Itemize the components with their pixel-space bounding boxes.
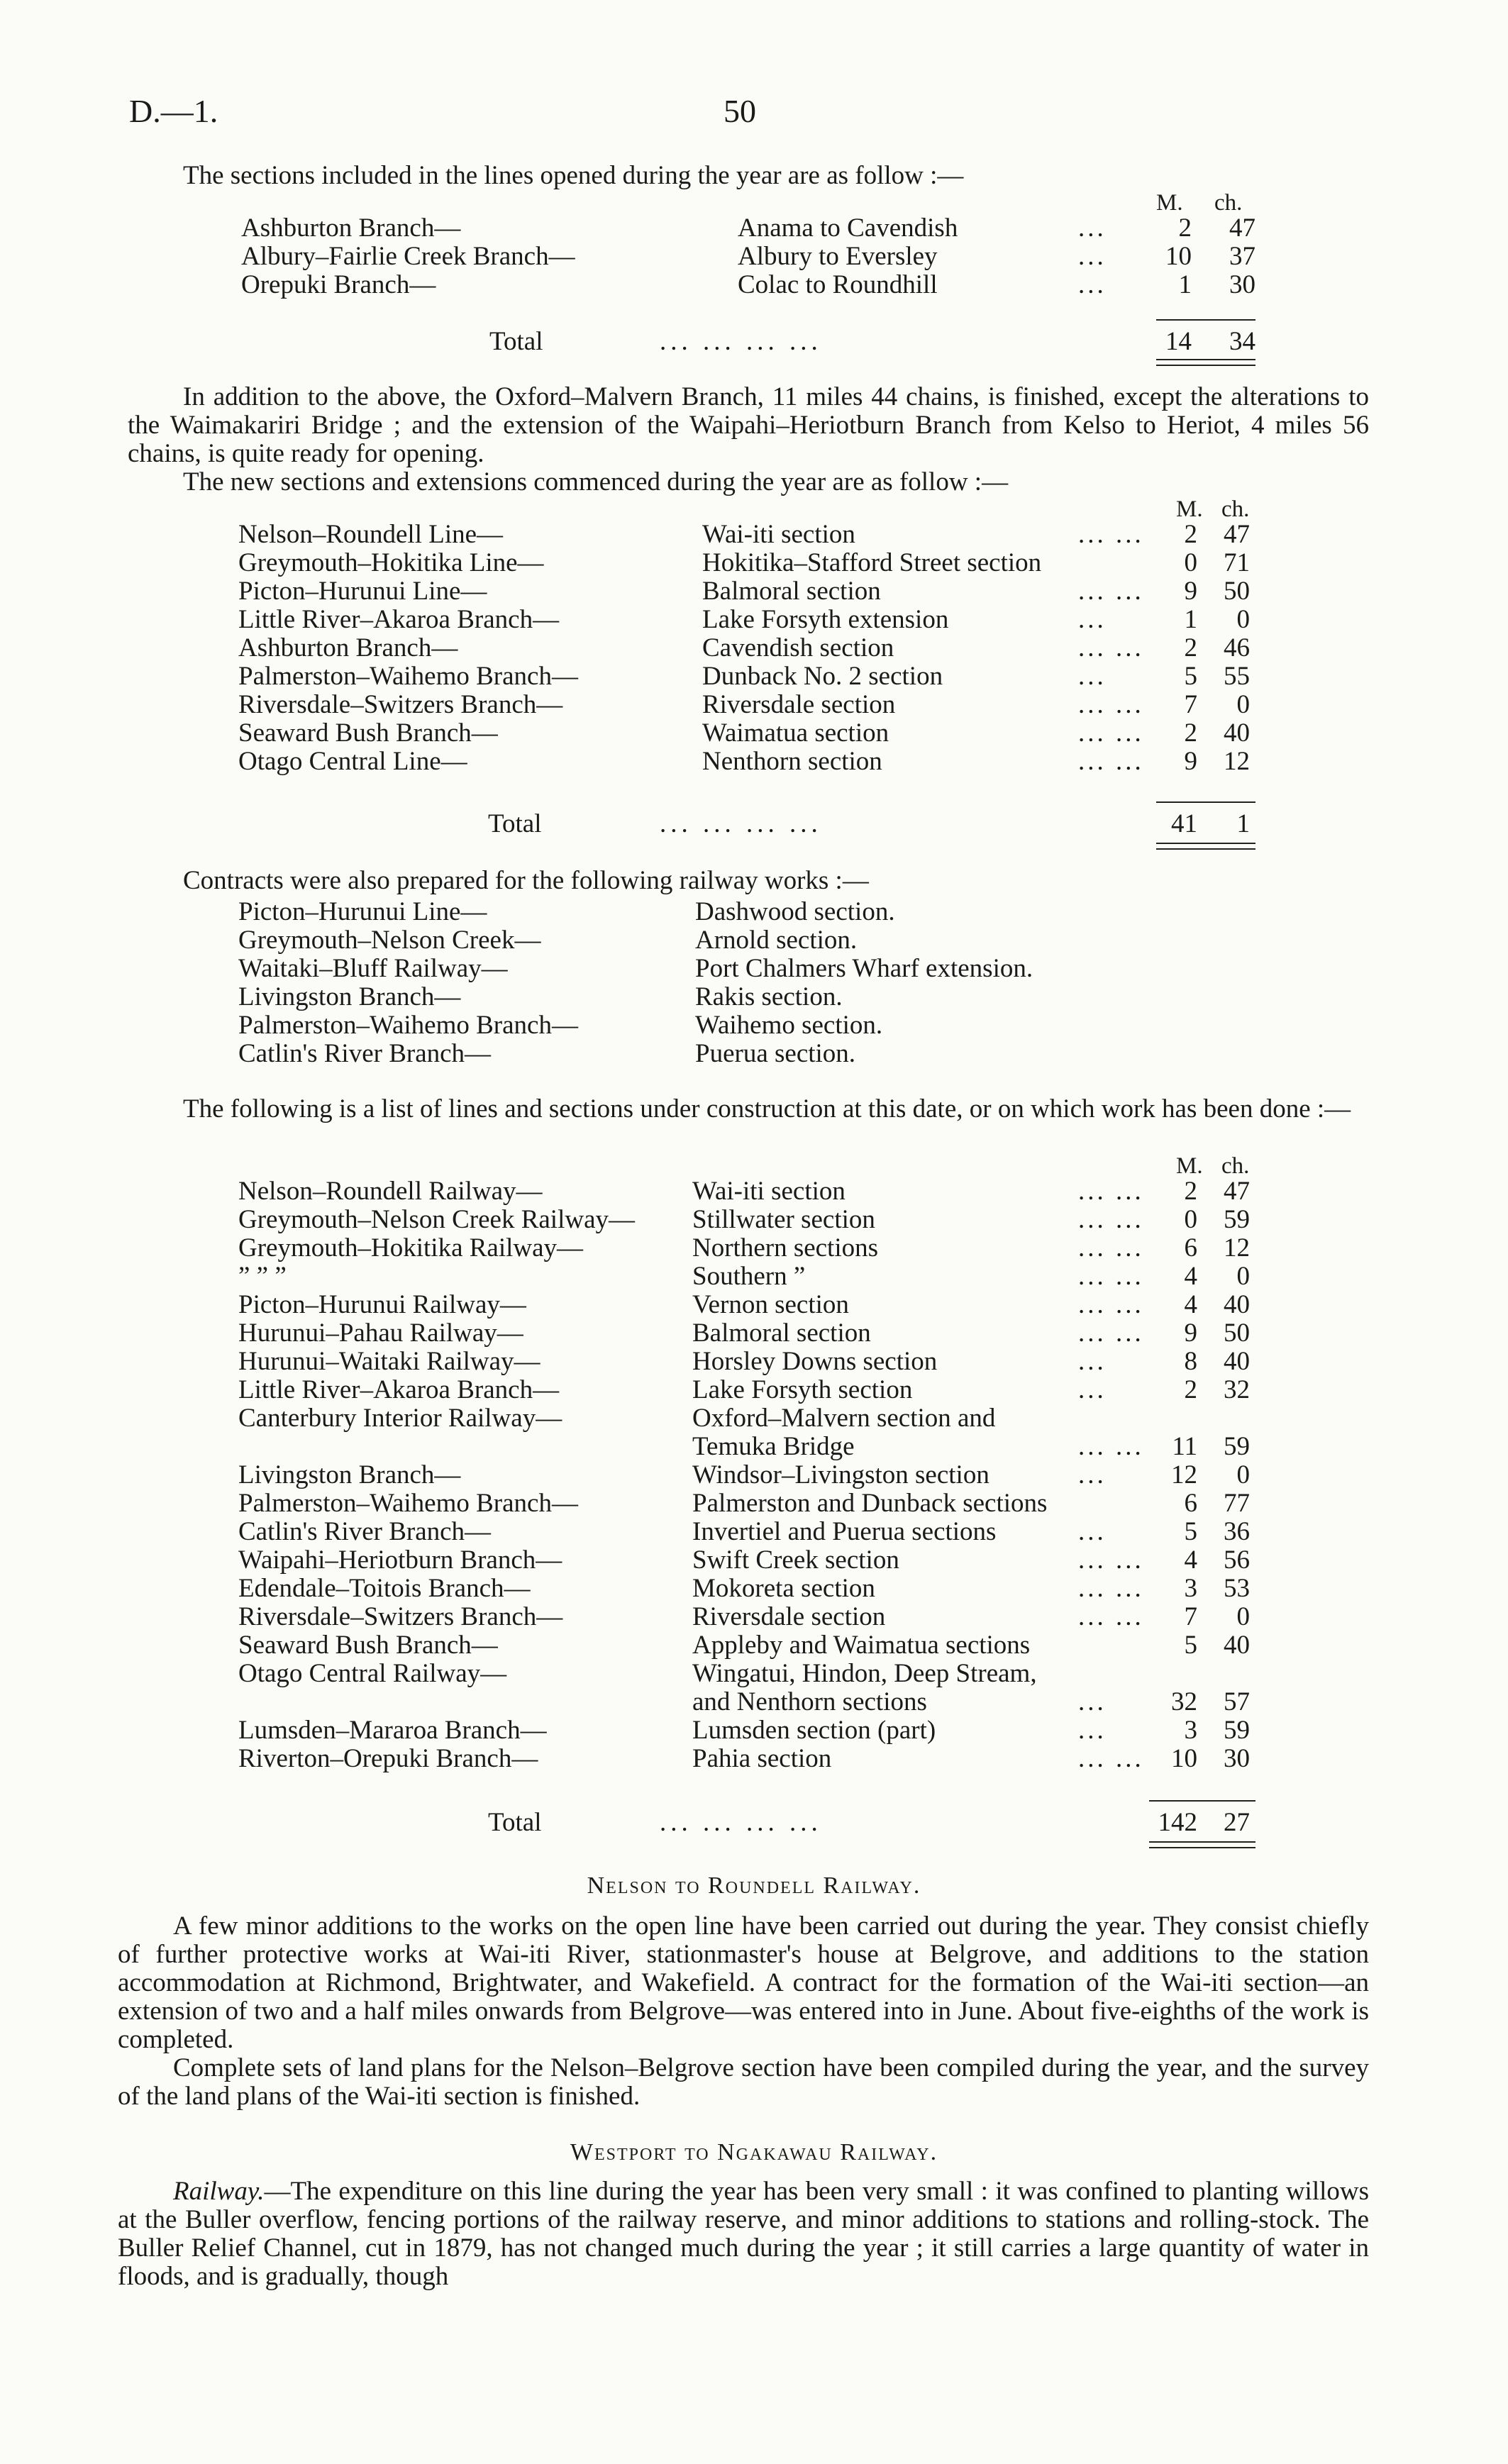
- opened-total-chains: 34: [1229, 327, 1255, 356]
- leader-dots: ... ...: [1078, 1177, 1144, 1206]
- intro-construction: The following is a list of lines and sections under construction at this date, or on which work has been done :—: [183, 1094, 1351, 1123]
- miles-value: 4: [1184, 1290, 1197, 1319]
- chains-value: 37: [1229, 242, 1255, 271]
- miles-value: 1: [1184, 605, 1197, 634]
- table-row: [0, 604, 1508, 633]
- chains-value: 77: [1224, 1489, 1250, 1518]
- commenced-total-double-rule: [1156, 843, 1255, 850]
- table-row: [0, 1204, 1508, 1233]
- miles-value: 7: [1184, 1602, 1197, 1631]
- miles-value: 2: [1184, 1375, 1197, 1404]
- leader-dots: ... ...: [1078, 747, 1144, 776]
- line-name: Orepuki Branch—: [241, 270, 436, 299]
- chains-value: 0: [1236, 1460, 1250, 1489]
- miles-value: 0: [1184, 1205, 1197, 1234]
- line-name: Catlin's River Branch—: [238, 1039, 492, 1068]
- leader-dots: ... ...: [1078, 577, 1144, 606]
- section-name: Hokitika–Stafford Street section: [702, 548, 1042, 577]
- table-row: [0, 1346, 1508, 1375]
- line-name: Little River–Akaroa Branch—: [238, 605, 560, 634]
- railway-subheading: Railway.: [173, 2177, 265, 2206]
- miles-value: 1: [1178, 270, 1192, 299]
- line-name: Livingston Branch—: [238, 982, 461, 1011]
- table-row: [0, 576, 1508, 604]
- construction-total-rule: [1149, 1800, 1255, 1802]
- leader-dots: ... ...: [1078, 1574, 1144, 1603]
- unit-chains: ch.: [1214, 190, 1243, 216]
- section-name: Windsor–Livingston section: [692, 1460, 989, 1489]
- chains-value: 56: [1224, 1545, 1250, 1575]
- miles-value: 10: [1171, 1744, 1197, 1773]
- chains-value: 59: [1224, 1205, 1250, 1234]
- table-row: [0, 1038, 1508, 1067]
- leader-dots: ... ...: [1078, 1545, 1144, 1575]
- miles-value: 4: [1184, 1545, 1197, 1575]
- work-name: Puerua section.: [695, 1039, 856, 1068]
- table-row: [0, 982, 1508, 1010]
- section-name: Albury to Eversley: [738, 242, 938, 271]
- section-name: Palmerston and Dunback sections: [692, 1489, 1048, 1518]
- work-name: Dashwood section.: [695, 897, 895, 926]
- chains-value: 40: [1224, 1631, 1250, 1660]
- chains-value: 47: [1229, 213, 1255, 243]
- section-name: Mokoreta section: [692, 1574, 875, 1603]
- table-row: [0, 925, 1508, 953]
- table-row: [0, 1516, 1508, 1545]
- opened-total-rule: [1156, 319, 1255, 321]
- chains-value: 55: [1224, 662, 1250, 691]
- leader-dots: ... ...: [1078, 1262, 1144, 1291]
- table-row: [0, 1658, 1508, 1687]
- work-name: Waihemo section.: [695, 1011, 883, 1040]
- line-name: Ashburton Branch—: [238, 633, 458, 662]
- chains-value: 0: [1236, 1602, 1250, 1631]
- unit-chains-3: ch.: [1221, 1153, 1250, 1179]
- commenced-total-rule: [1156, 801, 1255, 803]
- table-row: [0, 1743, 1508, 1772]
- line-name: Little River–Akaroa Branch—: [238, 1375, 560, 1404]
- chains-value: 30: [1224, 1744, 1250, 1773]
- leader-dots: ...: [1078, 213, 1107, 243]
- line-name: Hurunui–Waitaki Railway—: [238, 1347, 540, 1376]
- line-name: Lumsden–Mararoa Branch—: [238, 1716, 547, 1745]
- miles-value: 4: [1184, 1262, 1197, 1291]
- line-name: Canterbury Interior Railway—: [238, 1404, 562, 1433]
- miles-value: 8: [1184, 1347, 1197, 1376]
- miles-value: 6: [1184, 1233, 1197, 1262]
- section-name: Oxford–Malvern section and: [692, 1404, 996, 1433]
- leader-dots: ...: [1078, 270, 1107, 299]
- table-row: [0, 1687, 1508, 1715]
- leader-dots: ... ...: [1078, 1432, 1144, 1461]
- table-row: [0, 1431, 1508, 1460]
- line-name: Palmerston–Waihemo Branch—: [238, 1011, 578, 1040]
- table-row: [0, 1233, 1508, 1261]
- leader-dots: ...: [1078, 605, 1107, 634]
- work-name: Arnold section.: [695, 926, 858, 955]
- section-name: Invertiel and Puerua sections: [692, 1517, 997, 1546]
- unit-miles-3: M.: [1176, 1153, 1203, 1179]
- section-name: Horsley Downs section: [692, 1347, 938, 1376]
- work-name: Port Chalmers Wharf extension.: [695, 954, 1033, 983]
- construction-total-row: [0, 1807, 1508, 1836]
- construction-total-chains: 27: [1224, 1808, 1250, 1837]
- table-row: [0, 270, 1508, 298]
- line-name: Otago Central Railway—: [238, 1659, 507, 1688]
- westport-text: —The expenditure on this line during the year has been very small : it was confined to planting willows at the Buller overflow, fencing portions of the railway reserve, and minor additions to stations and rolling-stock. The Buller Relief Channel, cut in 1879, has not changed much during the year ; it still carries a large quantity of water in floods, and is gradually, though: [118, 2177, 1369, 2291]
- paragraph-nelson-1: A few minor additions to the works on the open line have been carried out during the year. They consist chiefly of further protective works at Wai-iti River, stationmaster's house at Belgrove, and additions to the station accommodation at Richmond, Brightwater, and Wakefield. A contract for the formation of the Wai-iti section—an extension of two and a half miles onwards from Belgrove—was entered into in June. About five-eighths of the work is completed.: [118, 1911, 1369, 2054]
- table-row: [0, 1715, 1508, 1743]
- work-name: Rakis section.: [695, 982, 843, 1011]
- section-name: Wingatui, Hindon, Deep Stream,: [692, 1659, 1037, 1688]
- miles-value: 3: [1184, 1716, 1197, 1745]
- miles-value: 10: [1165, 242, 1192, 271]
- miles-value: 5: [1184, 1517, 1197, 1546]
- opened-total-row: [0, 326, 1508, 355]
- table-row: [0, 1375, 1508, 1403]
- table-row: [0, 718, 1508, 746]
- table-row: [0, 689, 1508, 718]
- leader-dots: ...: [1078, 242, 1107, 271]
- leader-dots: ... ...: [1078, 1205, 1144, 1234]
- line-name: Hurunui–Pahau Railway—: [238, 1319, 523, 1348]
- line-name: Greymouth–Nelson Creek Railway—: [238, 1205, 635, 1234]
- intro-opened: The sections included in the lines opened during the year are as follow :—: [183, 161, 964, 190]
- chains-value: 59: [1224, 1432, 1250, 1461]
- paragraph-addition: In addition to the above, the Oxford–Malvern Branch, 11 miles 44 chains, is finished, except the alterations to the Waimakariri Bridge ; and the extension of the Waipahi–Heriotburn Branch from Kelso to Heriot, 4 miles 56 chains, is quite ready for opening.: [128, 382, 1369, 468]
- table-row: [0, 746, 1508, 775]
- section-name: Lake Forsyth section: [692, 1375, 913, 1404]
- section-name: Balmoral section: [692, 1319, 871, 1348]
- chains-value: 50: [1224, 1319, 1250, 1348]
- table-row: [0, 1545, 1508, 1573]
- miles-value: 32: [1171, 1687, 1197, 1716]
- chains-value: 47: [1224, 1177, 1250, 1206]
- opened-total-dots: ... ... ... ...: [660, 327, 822, 356]
- table-row: [0, 213, 1508, 241]
- line-name: Albury–Fairlie Creek Branch—: [241, 242, 575, 271]
- miles-value: 2: [1184, 718, 1197, 748]
- leader-dots: ... ...: [1078, 690, 1144, 719]
- paragraph-westport-1: [118, 2177, 1369, 2291]
- section-name: and Nenthorn sections: [692, 1687, 927, 1716]
- chains-value: 0: [1236, 1262, 1250, 1291]
- leader-dots: ...: [1078, 1460, 1107, 1489]
- table-row: [0, 1261, 1508, 1289]
- miles-value: 2: [1178, 213, 1192, 243]
- heading-westport-ngakawau: Westport to Ngakawau Railway.: [570, 2139, 938, 2165]
- commenced-total-row: [0, 809, 1508, 837]
- chains-value: 12: [1224, 1233, 1250, 1262]
- section-name: Stillwater section: [692, 1205, 875, 1234]
- commenced-total-label: Total: [488, 809, 542, 838]
- leader-dots: ... ...: [1078, 1290, 1144, 1319]
- miles-value: 0: [1184, 548, 1197, 577]
- miles-value: 9: [1184, 577, 1197, 606]
- leader-dots: ... ...: [1078, 718, 1144, 748]
- chains-value: 53: [1224, 1574, 1250, 1603]
- section-name: Wai-iti section: [692, 1177, 846, 1206]
- miles-value: 12: [1171, 1460, 1197, 1489]
- leader-dots: ...: [1078, 662, 1107, 691]
- construction-total-double-rule: [1149, 1841, 1255, 1848]
- section-name: Balmoral section: [702, 577, 881, 606]
- leader-dots: ...: [1078, 1375, 1107, 1404]
- leader-dots: ...: [1078, 1687, 1107, 1716]
- opened-total-miles: 14: [1165, 327, 1192, 356]
- table-row: [0, 1460, 1508, 1488]
- construction-total-label: Total: [488, 1808, 542, 1837]
- miles-value: 5: [1184, 1631, 1197, 1660]
- leader-dots: ... ...: [1078, 1233, 1144, 1262]
- leader-dots: ...: [1078, 1716, 1107, 1745]
- document-reference: D.—1.: [129, 93, 218, 129]
- section-name: Temuka Bridge: [692, 1432, 855, 1461]
- line-name: Seaward Bush Branch—: [238, 718, 498, 748]
- section-name: Vernon section: [692, 1290, 849, 1319]
- line-name: Catlin's River Branch—: [238, 1517, 492, 1546]
- line-name: Nelson–Roundell Line—: [238, 520, 504, 549]
- miles-value: 11: [1172, 1432, 1197, 1461]
- chains-value: 71: [1224, 548, 1250, 577]
- commenced-total-miles: 41: [1171, 809, 1197, 838]
- miles-value: 2: [1184, 1177, 1197, 1206]
- table-row: [0, 1602, 1508, 1630]
- miles-value: 5: [1184, 662, 1197, 691]
- construction-total-dots: ... ... ... ...: [660, 1808, 822, 1837]
- page-number: 50: [723, 93, 756, 129]
- line-name: Riverton–Orepuki Branch—: [238, 1744, 538, 1773]
- intro-commenced: The new sections and extensions commenced during the year are as follow :—: [183, 467, 1009, 496]
- intro-contracts: Contracts were also prepared for the following railway works :—: [183, 866, 869, 895]
- line-name: Livingston Branch—: [238, 1460, 461, 1489]
- chains-value: 50: [1224, 577, 1250, 606]
- table-row: [0, 1630, 1508, 1658]
- leader-dots: ...: [1078, 1517, 1107, 1546]
- section-name: Anama to Cavendish: [738, 213, 958, 243]
- line-name: Nelson–Roundell Railway—: [238, 1177, 543, 1206]
- miles-value: 3: [1184, 1574, 1197, 1603]
- line-name: ” ” ”: [238, 1262, 287, 1291]
- line-name: Greymouth–Hokitika Railway—: [238, 1233, 584, 1262]
- section-name: Southern ”: [692, 1262, 806, 1291]
- table-row: [0, 1488, 1508, 1516]
- chains-value: 0: [1236, 605, 1250, 634]
- opened-total-label: Total: [489, 327, 543, 356]
- commenced-total-dots: ... ... ... ...: [660, 809, 822, 838]
- section-name: Colac to Roundhill: [738, 270, 938, 299]
- section-name: Swift Creek section: [692, 1545, 899, 1575]
- miles-value: 9: [1184, 1319, 1197, 1348]
- chains-value: 46: [1224, 633, 1250, 662]
- table-row: [0, 1010, 1508, 1038]
- section-name: Cavendish section: [702, 633, 894, 662]
- unit-chains-2: ch.: [1221, 496, 1250, 522]
- chains-value: 40: [1224, 718, 1250, 748]
- table-row: [0, 897, 1508, 925]
- line-name: Picton–Hurunui Line—: [238, 897, 487, 926]
- line-name: Ashburton Branch—: [241, 213, 461, 243]
- line-name: Otago Central Line—: [238, 747, 467, 776]
- table-row: [0, 661, 1508, 689]
- chains-value: 12: [1224, 747, 1250, 776]
- leader-dots: ... ...: [1078, 1602, 1144, 1631]
- section-name: Waimatua section: [702, 718, 889, 748]
- table-row: [0, 633, 1508, 661]
- chains-value: 57: [1224, 1687, 1250, 1716]
- leader-dots: ... ...: [1078, 520, 1144, 549]
- leader-dots: ... ...: [1078, 633, 1144, 662]
- opened-total-double-rule: [1156, 359, 1255, 366]
- line-name: Seaward Bush Branch—: [238, 1631, 498, 1660]
- section-name: Riversdale section: [692, 1602, 886, 1631]
- line-name: Greymouth–Nelson Creek—: [238, 926, 541, 955]
- line-name: Picton–Hurunui Railway—: [238, 1290, 526, 1319]
- chains-value: 40: [1224, 1290, 1250, 1319]
- miles-value: 2: [1184, 520, 1197, 549]
- line-name: Waitaki–Bluff Railway—: [238, 954, 508, 983]
- chains-value: 30: [1229, 270, 1255, 299]
- leader-dots: ... ...: [1078, 1744, 1144, 1773]
- section-name: Nenthorn section: [702, 747, 882, 776]
- section-name: Lake Forsyth extension: [702, 605, 949, 634]
- line-name: Edendale–Toitois Branch—: [238, 1574, 531, 1603]
- construction-total-miles: 142: [1158, 1808, 1197, 1837]
- chains-value: 0: [1236, 690, 1250, 719]
- chains-value: 47: [1224, 520, 1250, 549]
- section-name: Dunback No. 2 section: [702, 662, 943, 691]
- table-row: [0, 1573, 1508, 1602]
- table-row: [0, 953, 1508, 982]
- section-name: Lumsden section (part): [692, 1716, 936, 1745]
- line-name: Riversdale–Switzers Branch—: [238, 1602, 563, 1631]
- chains-value: 32: [1224, 1375, 1250, 1404]
- table-row: [0, 1403, 1508, 1431]
- line-name: Picton–Hurunui Line—: [238, 577, 487, 606]
- miles-value: 7: [1184, 690, 1197, 719]
- paragraph-nelson-2: Complete sets of land plans for the Nelson–Belgrove section have been compiled during the year, and the survey of the land plans of the Wai-iti section is finished.: [118, 2053, 1369, 2111]
- miles-value: 9: [1184, 747, 1197, 776]
- chains-value: 40: [1224, 1347, 1250, 1376]
- line-name: Riversdale–Switzers Branch—: [238, 690, 563, 719]
- leader-dots: ... ...: [1078, 1319, 1144, 1348]
- section-name: Northern sections: [692, 1233, 879, 1262]
- commenced-total-chains: 1: [1236, 809, 1250, 838]
- section-name: Riversdale section: [702, 690, 896, 719]
- table-row: [0, 1289, 1508, 1318]
- unit-miles-2: M.: [1176, 496, 1203, 522]
- line-name: Palmerston–Waihemo Branch—: [238, 1489, 578, 1518]
- line-name: Greymouth–Hokitika Line—: [238, 548, 544, 577]
- section-name: Wai-iti section: [702, 520, 855, 549]
- table-row: [0, 519, 1508, 548]
- section-name: Appleby and Waimatua sections: [692, 1631, 1031, 1660]
- line-name: Palmerston–Waihemo Branch—: [238, 662, 578, 691]
- table-row: [0, 241, 1508, 270]
- section-name: Pahia section: [692, 1744, 832, 1773]
- table-row: [0, 1176, 1508, 1204]
- unit-miles: M.: [1156, 190, 1183, 216]
- heading-nelson-roundell: Nelson to Roundell Railway.: [587, 1872, 921, 1899]
- miles-value: 2: [1184, 633, 1197, 662]
- chains-value: 36: [1224, 1517, 1250, 1546]
- table-row: [0, 1318, 1508, 1346]
- line-name: Waipahi–Heriotburn Branch—: [238, 1545, 562, 1575]
- miles-value: 6: [1184, 1489, 1197, 1518]
- chains-value: 59: [1224, 1716, 1250, 1745]
- leader-dots: ...: [1078, 1347, 1107, 1376]
- table-row: [0, 548, 1508, 576]
